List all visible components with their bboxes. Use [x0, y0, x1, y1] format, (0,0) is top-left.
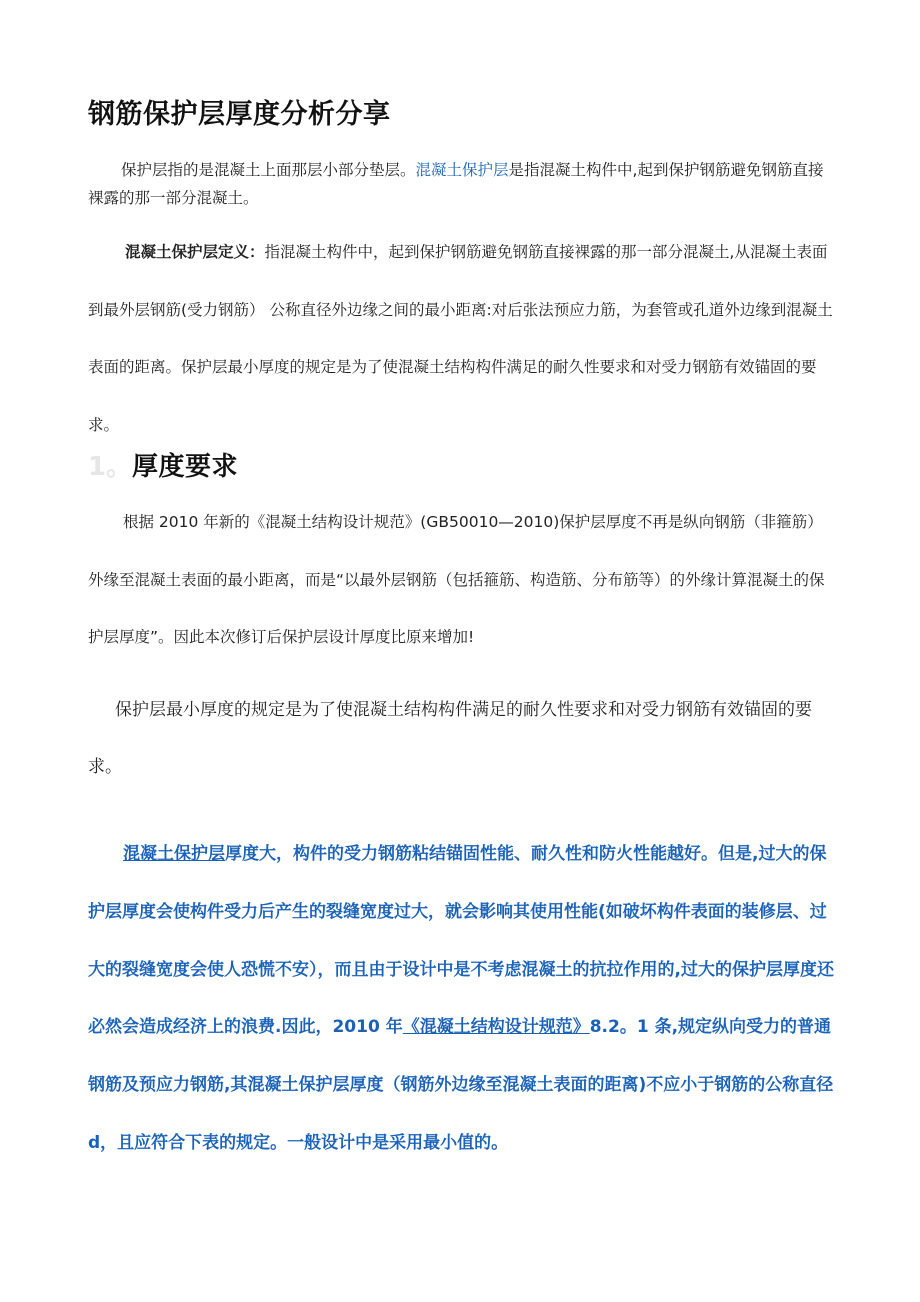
definition-paragraph: [88, 224, 833, 454]
section-heading: [88, 444, 238, 484]
page-title: 钢筋保护层厚度分析分享: [88, 99, 391, 130]
intro-paragraph: [88, 156, 828, 212]
definition-text: 指混凝土构件中，起到保护钢筋避免钢筋直接裸露的那一部分混凝土,从混凝土表面到最外层钢筋(受力钢筋） 公称直径外边缘之间的最小距离:对后张法预应力筋，为套管或孔道外边缘到混凝土表面的距离。保护层最小厚度的规定是为了使混凝土结构构件满足的耐久性要求和对受力钢筋有效锚固的要求。: [88, 243, 833, 434]
concrete-cover-link[interactable]: 混凝土保护层: [415, 161, 509, 179]
min-thickness-text: 保护层最小厚度的规定是为了使混凝土结构构件满足的耐久性要求和对受力钢筋有效锚固的要求。: [88, 700, 812, 777]
code-reference-link[interactable]: 《混凝土结构设计规范》: [402, 1017, 590, 1038]
section-number: 1。: [88, 451, 133, 482]
blue-text-part-2: 8.2。1 条,规定纵向受力的普通钢筋及预应力钢筋,其混凝土保护层厚度（钢筋外边缘至混凝土表面的距离)不应小于钢筋的公称直径 d，且应符合下表的规定。一般设计中是采用最小值的。: [88, 1017, 834, 1153]
section-title: 厚度要求: [132, 451, 239, 482]
intro-text-continued: 是指混凝土构件中,起到保护钢筋避免钢筋直接裸露的那一部分混凝土。: [88, 161, 824, 207]
underlined-term-link[interactable]: 混凝土保护层: [123, 844, 225, 864]
definition-term: 混凝土保护层定义：: [125, 243, 265, 261]
thickness-requirement-paragraph: [88, 494, 833, 667]
thickness-requirement-text: 根据 2010 年新的《混凝土结构设计规范》(GB50010—2010)保护层厚度不再是纵向钢筋（非箍筋）外缘至混凝土表面的最小距离，而是“以最外层钢筋（包括箍筋、构造筋、分布筋等）的外缘计算混凝土的保护层厚度”。因此本次修订后保护层设计厚度比原来增加!: [88, 513, 825, 646]
min-thickness-paragraph: [88, 682, 833, 796]
blue-text-part-1: 厚度大，构件的受力钢筋粘结锚固性能、耐久性和防火性能越好。但是,过大的保护层厚度会使构件受力后产生的裂缝宽度过大，就会影响其使用性能(如破坏构件表面的装修层、过大的裂缝宽度会使人恐慌不安），而且由于设计中是不考虑混凝土的抗拉作用的,过大的保护层厚度还必然会造成经济上的浪费.因此，2010 年: [88, 844, 834, 1038]
intro-text: 保护层指的是混凝土上面那层小部分垫层。: [121, 161, 416, 179]
blue-emphasis-paragraph: [88, 826, 836, 1173]
